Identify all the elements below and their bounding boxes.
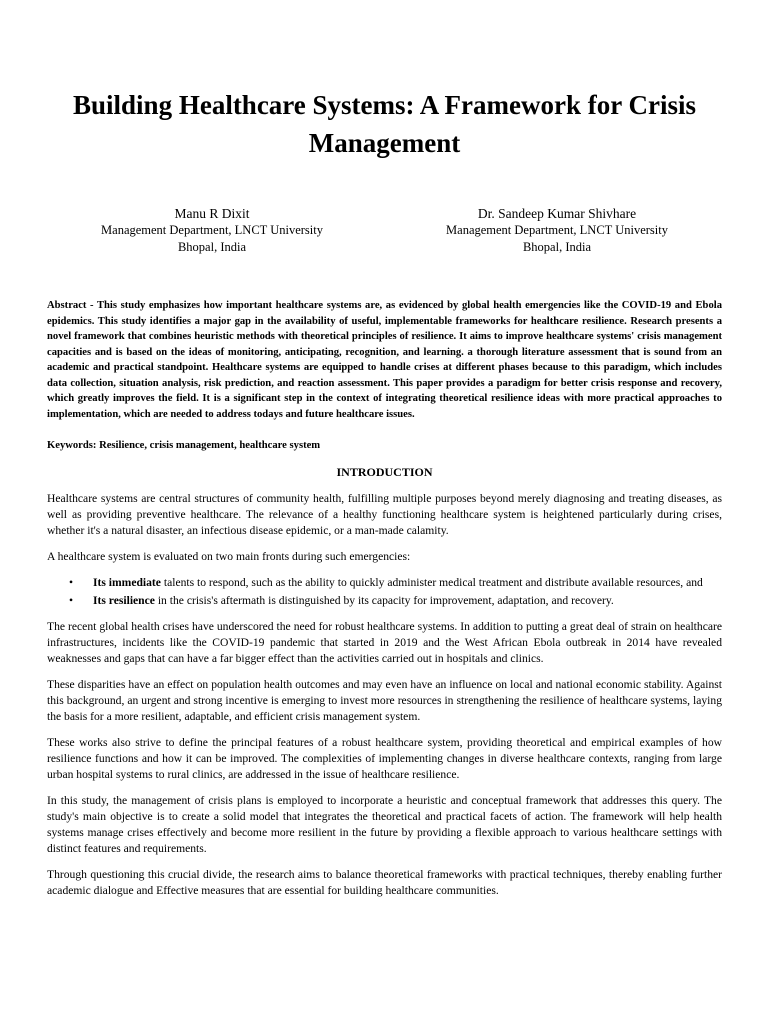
paragraph: Through questioning this crucial divide, the research aims to balance theoretical frameworks with practical techniques, thereby enabling further academic dialogue and Effective measures that are essential for building healthcare communities. [47,868,722,897]
paragraph: In this study, the management of crisis plans is employed to incorporate a heuristic and conceptual framework that addresses this query. The study's main objective is to create a solid model that integrates the theoretical and practical facets of action. The framework will help health systems manage crises effectively and become more resilient in the future by providing a flexible approach to various healthcare settings with distinct features and requirements. [47,794,722,855]
bullet-icon: • [69,576,74,589]
author-2-location: Bhopal, India [522,240,592,254]
bullet-lead: Its immediate [93,576,161,589]
bullet-icon: • [69,594,74,607]
paragraph: Healthcare systems are central structures of community health, fulfilling multiple purposes beyond merely diagnosing and treating diseases, as well as providing preventive healthcare. The relevance of a healthy functioning healthcare system is heightened particularly during crises, whether it's a natural disaster, an infectious disease epidemic, or a man-made calamity. [47,492,722,537]
author-1 [47,205,377,256]
bullet-text: talents to respond, such as the ability to quickly administer medical treatment and distribute available resources, and [160,576,703,589]
bullet-text: in the crisis's aftermath is distinguished by its capacity for improvement, adaptation, and recovery. [154,594,614,607]
author-1-location: Bhopal, India [177,240,247,254]
author-1-department: Management Department, LNCT University [101,223,323,237]
abstract: Abstract - This study emphasizes how important healthcare systems are, as evidenced by global health emergencies like the COVID-19 and Ebola epidemics. This study identifies a major gap in the availability of useful, implementable frameworks for healthcare resilience. Research presents a novel framework that combines heuristic methods with theoretical principles of resilience. It aims to improve healthcare systems' crisis management capacities and is based on the ideas of monitoring, anticipating, recognition, and learning. a thorough literature assessment that is sound from an academic and practical standpoint. Healthcare systems are equipped to handle crises at different phases because to this paradigm, which includes data collection, situation analysis, risk prediction, and reaction assessment. This paper provides a paradigm for better crisis response and recovery, which greatly improves the field. It is a significant step in the context of integrating theoretical resilience ideas with more practical approaches to implementation, which are needed to address todays and future healthcare issues. [47,300,722,420]
keywords: Keywords: Resilience, crisis management, healthcare system [47,440,321,451]
list-item [69,593,722,609]
author-2 [392,205,722,256]
paragraph: These disparities have an effect on population health outcomes and may even have an influence on local and national economic stability. Against this background, an urgent and strong incentive is emerging to invest more resources in strengthening the resilience of healthcare systems, laying the basis for a more resilient, adaptable, and efficient crisis management system. [47,678,722,723]
bullet-list [47,575,722,609]
bullet-lead: Its resilience [93,594,155,607]
paragraph: A healthcare system is evaluated on two main fronts during such emergencies: [47,550,411,563]
author-2-name: Dr. Sandeep Kumar Shivhare [477,206,637,221]
paragraph: These works also strive to define the principal features of a robust healthcare system, providing theoretical and empirical examples of how resilience functions and how it can be improved. The complexities of implementing changes in diverse healthcare contexts, ranging from large urban hospital systems to rural clinics, are addressed in the issue of healthcare resilience. [47,736,722,781]
list-item [69,575,722,591]
author-2-department: Management Department, LNCT University [446,223,668,237]
paragraph: The recent global health crises have underscored the need for robust healthcare systems. In addition to putting a great deal of strain on healthcare infrastructures, incidents like the COVID-19 pandemic that started in 2019 and the West African Ebola outbreak in 2014 have revealed weaknesses and gaps that can have a far bigger effect than the activities carried out in hospitals and clinics. [47,620,722,665]
paper-title: Building Healthcare Systems: A Framework for Crisis Management [73,90,696,158]
author-1-name: Manu R Dixit [174,206,250,221]
introduction-body [47,491,722,909]
author-block [47,205,722,265]
section-heading: INTRODUCTION [336,465,433,479]
